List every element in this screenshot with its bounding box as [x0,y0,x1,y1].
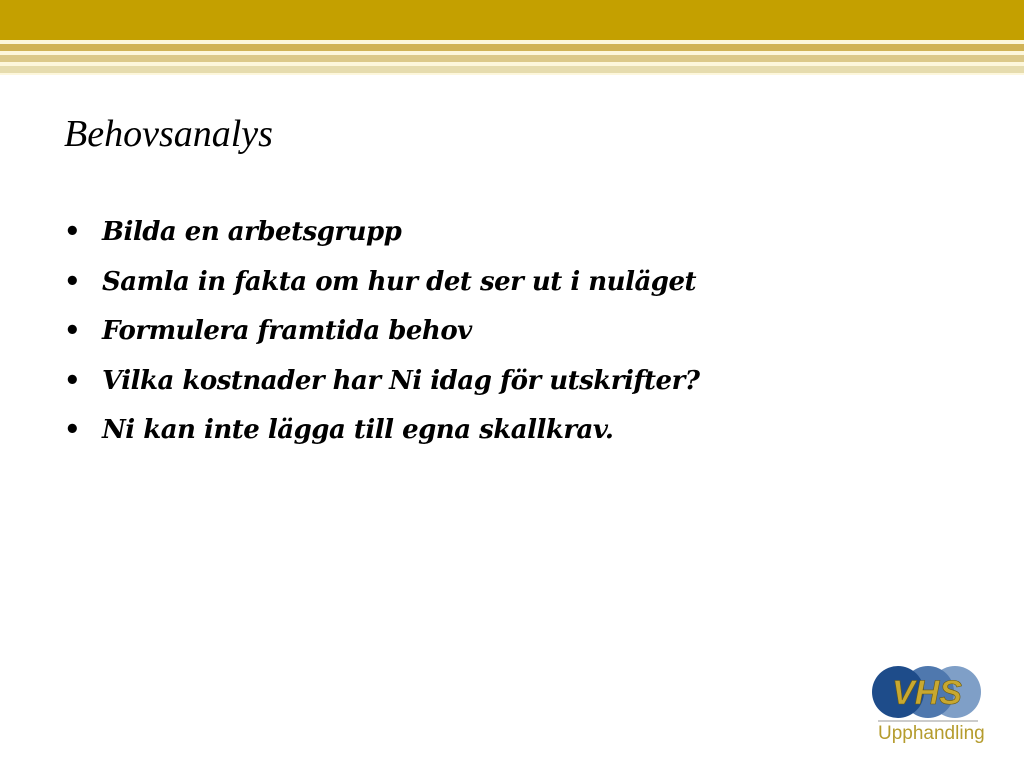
bullet-list [64,214,700,462]
list-item: • Formulera framtida behov [64,316,472,346]
header-band [0,0,1024,40]
slide-title: Behovsanalys [64,113,273,155]
list-item: • Bilda en arbetsgrupp [64,217,402,247]
svg-text:VHS: VHS [892,674,962,712]
header-stripe [0,55,1024,62]
header-stripe [0,66,1024,73]
bullet-text: Samla in fakta om hur det ser ut i nuläget [102,266,697,297]
bullet-text: Bilda en arbetsgrupp [102,217,402,247]
list-item: • Samla in fakta om hur det ser ut i nuläget [64,266,697,297]
bullet-text: Vilka kostnader har Ni idag för utskrifter? [102,365,700,396]
list-item: • Vilka kostnader har Ni idag för utskrifter? [64,365,700,396]
bullet-text: Ni kan inte lägga till egna skallkrav. [102,415,614,445]
bullet-text: Formulera framtida behov [102,316,472,346]
list-item: • Ni kan inte lägga till egna skallkrav. [64,415,614,445]
header-stripe [0,44,1024,51]
logo-tagline: Upphandling [878,723,985,744]
